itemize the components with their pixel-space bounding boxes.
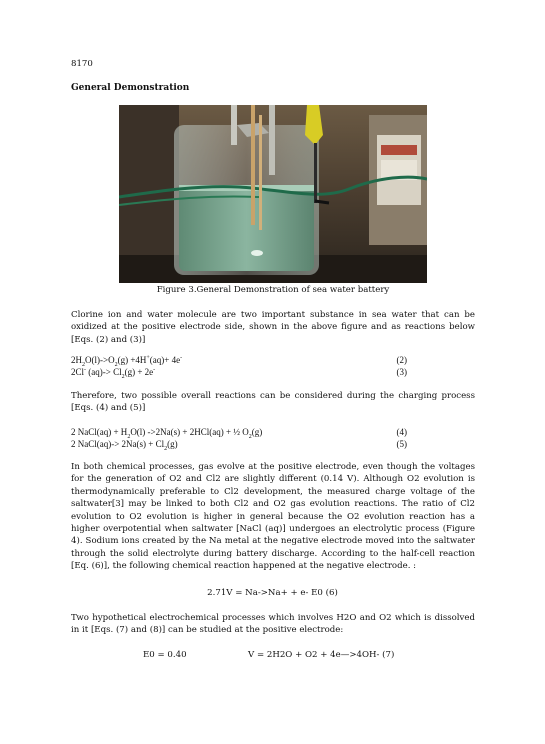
paragraph-1: Clorine ion and water molecule are two important substance in sea water that can be oxidized at the positive electrode side, shown in the above figure and as reactions below [Eqs. (2) and (3)] [71,310,475,345]
equation-4: 2 NaCl(aq) + $H_2O(l) ->2Na(s) + 2HCl(aq)$ + ½ $O_2(g)$ (4) [71,427,407,440]
paragraph-2: Therefore, two possible overall reactions can be considered during the charging process [Eqs. (4) and (5)] [71,391,475,414]
equation-5: 2 NaCl(aq)-> $2Na(s) + Cl_2(g)$ (5) [71,439,407,452]
figure-caption: Figure 3.General Demonstration of sea water battery [156,285,390,295]
equation-7-right: V = 2H2O + O2 + 4e—>4OH- (7) [248,650,395,660]
figure-photo [119,105,427,283]
equation-number: (2) [396,355,407,365]
equation-number: (5) [396,439,407,449]
paragraph-3: In both chemical processes, gas evolve at the positive electrode, even though the voltages for the generation of O2 and Cl2 are slightly different (0.14 V). Although O2 evolution is thermodynamically preferable to Cl2 development, the measured charge voltage of the saltwater[3] may be linked to both Cl2 and O2 gas evolution reactions. The ratio of Cl2 evolution to O2 evolution is higher in general because the O2 evolution reaction has a higher overpotential when saltwater [NaCl (aq)] undergoes an electrolytic process (Figure 4). Sodium ions created by the Na metal at the negative electrode moved into the saltwater through the solid electrolyte during battery discharge. According to the half-cell reaction [Eq. (6)], the following chemical reaction happened at the negative electrode. : [71,462,475,572]
equation-6: 2.71V = Na->Na+ + e- E0 (6) [207,588,338,598]
section-title: General Demonstration [71,83,190,93]
page-number: 8170 [71,59,93,69]
sea-water-battery-photo [119,105,427,283]
equation-7-left: E0 = 0.40 [143,650,187,660]
paragraph-4: Two hypothetical electrochemical processes which involves H2O and O2 which is dissolved in it [Eqs. (7) and (8)] can be studied at the positive electrode: [71,613,475,636]
equation-number: (4) [396,427,407,437]
equation-2: $2H_2O(l)->O_2(g) +4H^+(aq)+ 4e^-$ (2) [71,355,407,368]
equation-3: 2Cl- $(aq)-> Cl_2(g) + 2e^-$ (3) [71,367,407,380]
equation-number: (3) [396,367,407,377]
